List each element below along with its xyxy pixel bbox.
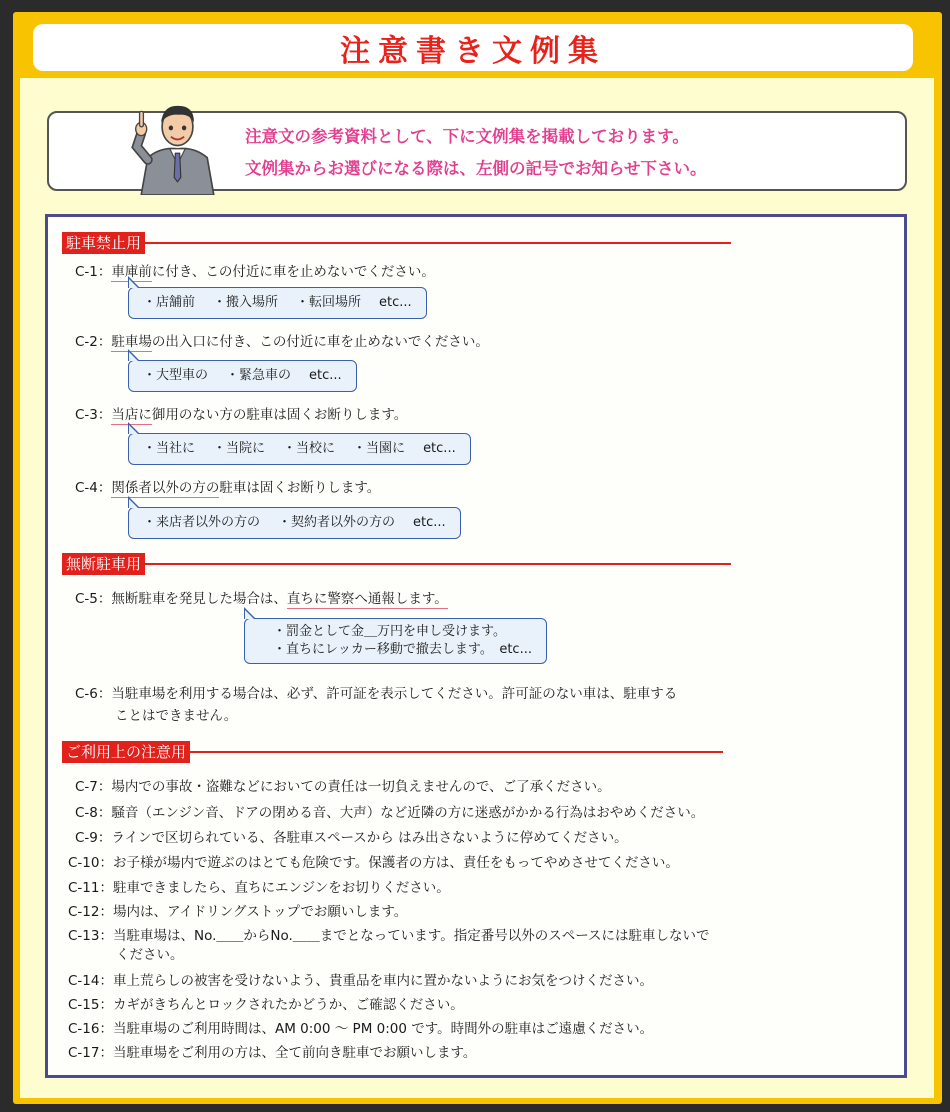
example-text: 駐車できましたら、直ちにエンジンをお切りください。 [112, 880, 450, 896]
options-bubble-c4 [128, 507, 461, 539]
example-keyword: 車庫前 [111, 264, 152, 280]
section-header-unauthorized-parking [62, 553, 731, 575]
example-text: 当駐車場をご利用の方は、全て前向き駐車でお願いします。 [112, 1045, 477, 1061]
example-code: C-5： [75, 591, 112, 607]
options-bubble-c1 [128, 287, 427, 319]
example-code: C-17： [68, 1045, 113, 1061]
example-c13 [68, 927, 710, 965]
example-text: お子様が場内で遊ぶのはとても危険です。保護者の方は、責任をもってやめさせてください。 [112, 855, 679, 871]
example-code: C-1： [75, 264, 112, 280]
option: ・当園に [353, 441, 406, 456]
example-code: C-3： [75, 407, 112, 423]
example-text: 御用のない方の駐車は固くお断りします。 [151, 407, 408, 423]
example-text: 当駐車場を利用する場合は、必ず、許可証を表示してください。許可証のない車は、駐車する [111, 686, 678, 702]
intro-text [245, 121, 707, 185]
example-c9 [75, 828, 628, 848]
example-code: C-10： [68, 855, 113, 871]
options-bubble-c2 [128, 360, 357, 392]
example-c11 [68, 878, 450, 898]
example-code: C-7： [75, 779, 112, 795]
option: ・当社に [143, 441, 196, 456]
option: ・店舗前 [143, 295, 196, 310]
example-c6 [75, 683, 677, 727]
option: ・大型車の [143, 368, 209, 383]
example-code: C-16： [68, 1021, 113, 1037]
section-label: 無断駐車用 [62, 553, 145, 575]
option: etc... [423, 441, 456, 456]
example-text: に付き、この付近に車を止めないでください。 [151, 264, 435, 280]
example-code: C-13： [68, 928, 113, 944]
example-c17 [68, 1043, 476, 1063]
option: ・罰金として金＿万円を申し受けます。 [273, 624, 506, 639]
section-rule [145, 242, 731, 244]
example-code: C-11： [68, 880, 113, 896]
example-code: C-6： [75, 686, 112, 702]
options-bubble-c5 [244, 618, 547, 664]
intro-box [47, 111, 907, 191]
example-code: C-9： [75, 830, 112, 846]
example-c4 [75, 478, 380, 498]
section-rule [145, 563, 731, 565]
example-c15 [68, 995, 464, 1015]
example-code: C-4： [75, 480, 112, 496]
example-text: ラインで区切られている、各駐車スペースから はみ出さないように停めてください。 [111, 830, 628, 846]
option: etc... [379, 295, 412, 310]
option: ・当校に [283, 441, 336, 456]
page-title: 注意書き文例集 [340, 33, 606, 69]
section-label: ご利用上の注意用 [62, 741, 190, 763]
intro-line-1: 注意文の参考資料として、下に文例集を掲載しております。 [245, 127, 689, 146]
example-code: C-2： [75, 334, 112, 350]
section-rule [190, 751, 723, 753]
content-area [20, 78, 934, 1098]
example-text: の出入口に付き、この付近に車を止めないでください。 [151, 334, 489, 350]
example-code: C-8： [75, 805, 112, 821]
example-c10 [68, 853, 679, 873]
example-c16 [68, 1019, 653, 1039]
example-text: 車上荒らしの被害を受けないよう、貴重品を車内に置かないようにお気をつけください。 [112, 973, 653, 989]
intro-line-2: 文例集からお選びになる際は、左側の記号でお知らせ下さい。 [245, 159, 707, 178]
example-keyword: 直ちに警察へ通報します。 [286, 591, 448, 607]
options-bubble-c3 [128, 433, 471, 465]
example-text-cont: ください。 [116, 947, 184, 963]
example-c12 [68, 902, 407, 922]
option: ・当院に [213, 441, 266, 456]
businessman-pointing-icon [117, 85, 227, 195]
example-keyword: 駐車場 [111, 334, 152, 350]
example-c14 [68, 971, 653, 991]
example-keyword: 関係者以外の方の [111, 480, 220, 496]
option: ・搬入場所 [213, 295, 279, 310]
example-keyword: 当店に [111, 407, 152, 423]
option: ・直ちにレッカー移動で撤去します。 etc... [273, 642, 532, 657]
example-text: 無断駐車を発見した場合は、 [111, 591, 287, 607]
section-label: 駐車禁止用 [62, 232, 145, 254]
option: ・緊急車の [226, 368, 292, 383]
examples-box [45, 214, 907, 1078]
option: etc... [413, 515, 446, 530]
example-text-cont: ことはできません。 [115, 708, 238, 724]
example-c8 [75, 803, 704, 823]
example-code: C-15： [68, 997, 113, 1013]
title-bar [33, 24, 913, 71]
section-header-no-parking [62, 232, 731, 254]
section-header-usage-notes [62, 741, 723, 763]
example-text: 場内は、アイドリングストップでお願いします。 [112, 904, 408, 920]
option: ・契約者以外の方の [278, 515, 396, 530]
example-text: 駐車は固くお断りします。 [219, 480, 381, 496]
example-code: C-14： [68, 973, 113, 989]
example-c5 [75, 589, 448, 609]
example-c7 [75, 777, 611, 797]
example-text: 当駐車場は、No.＿＿からNo.＿＿までとなっています。指定番号以外のスペースには駐車しないで [112, 928, 710, 944]
example-c3 [75, 405, 407, 425]
example-text: 当駐車場のご利用時間は、AM 0:00 ～ PM 0:00 です。時間外の駐車はご遠慮ください。 [112, 1021, 654, 1037]
page-frame [13, 12, 942, 1104]
example-text: カギがきちんとロックされたかどうか、ご確認ください。 [112, 997, 464, 1013]
example-text: 騒音（エンジン音、ドアの閉める音、大声）など近隣の方に迷惑がかかる行為はおやめください。 [111, 805, 705, 821]
example-text: 場内での事故・盗難などにおいての責任は一切負えませんので、ご了承ください。 [111, 779, 611, 795]
option: ・転回場所 [296, 295, 362, 310]
option: ・来店者以外の方の [143, 515, 261, 530]
option: etc... [309, 368, 342, 383]
example-code: C-12： [68, 904, 113, 920]
